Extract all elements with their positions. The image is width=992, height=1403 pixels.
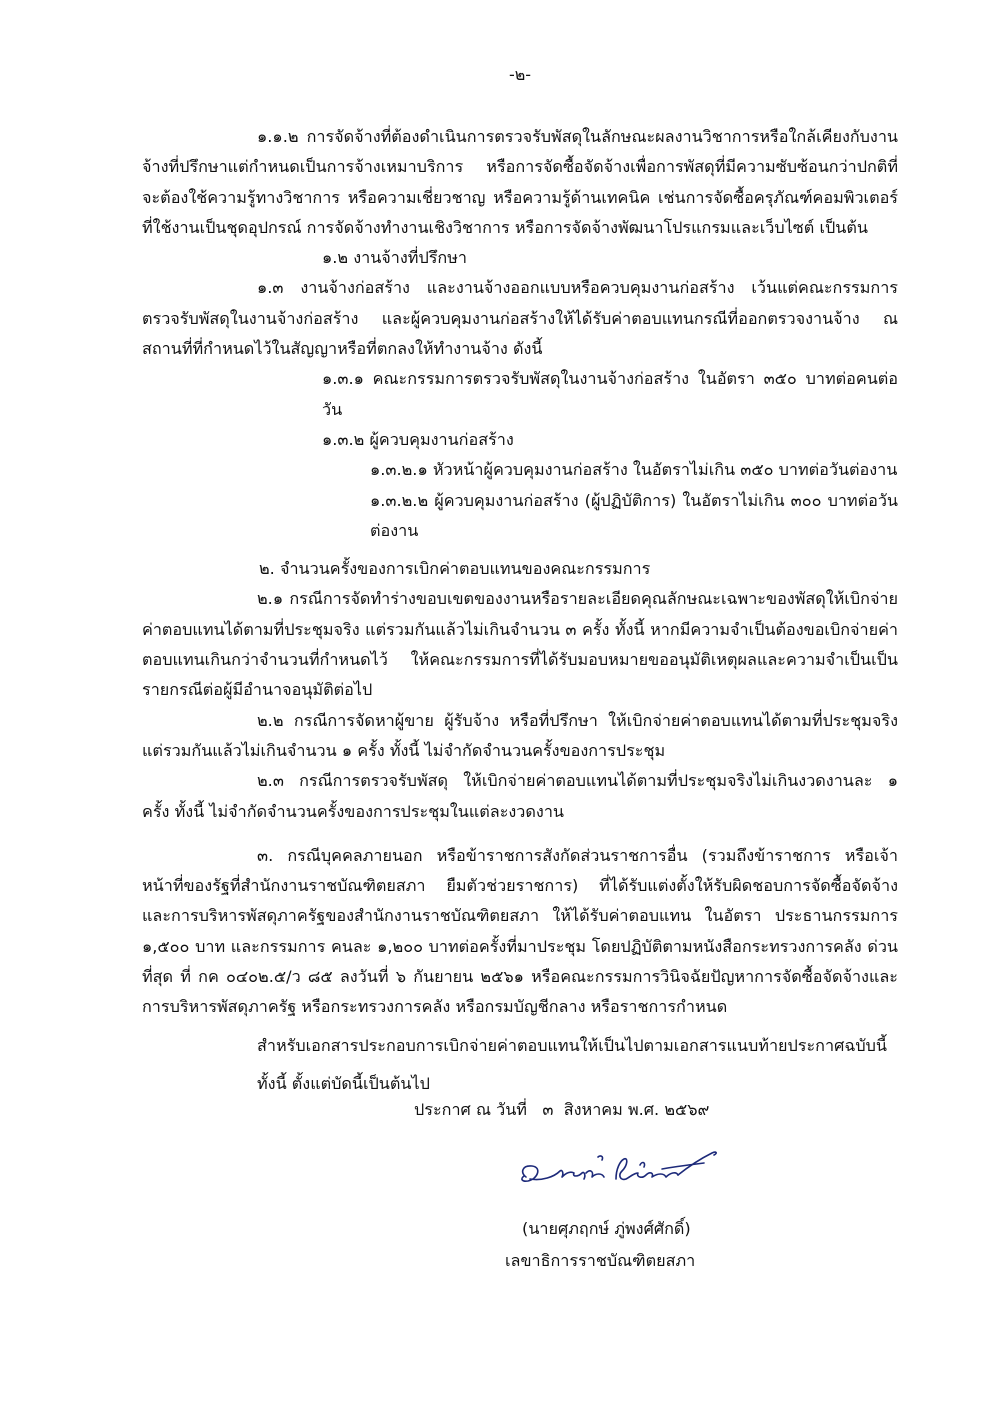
- paragraph-1-3-2: ๑.๓.๒ ผู้ควบคุมงานก่อสร้าง: [322, 429, 514, 449]
- paragraph-1-3-2-2: ๑.๓.๒.๒ ผู้ควบคุมงานก่อสร้าง (ผู้ปฏิบัติการ) ในอัตราไม่เกิน ๓๐๐ บาทต่อวันต่องาน: [370, 490, 898, 540]
- announcement-date: ประกาศ ณ วันที่ ๓ สิงหาคม พ.ศ. ๒๕๖๙: [414, 1100, 710, 1119]
- paragraph-effective-date: ทั้งนี้ ตั้งแต่บัดนี้เป็นต้นไป: [257, 1073, 430, 1093]
- paragraph-2: ๒. จำนวนครั้งของการเบิกค่าตอบแทนของคณะกรรมการ: [259, 559, 651, 579]
- signer-name: (นายศุภฤกษ์ ภู่พงศ์ศักดิ์): [522, 1219, 691, 1238]
- document-body: [142, 122, 898, 1099]
- signer-title: เลขาธิการราชบัณฑิตยสภา: [505, 1251, 696, 1270]
- paragraph-2-2: ๒.๒ กรณีการจัดหาผู้ขาย ผู้รับจ้าง หรือที่ปรึกษา ให้เบิกจ่ายค่าตอบแทนได้ตามที่ประชุมจริงแต่รวมกันแล้วไม่เกินจำนวน ๑ ครั้ง ทั้งนี้ ไม่จำกัดจำนวนครั้งของการประชุม: [142, 710, 898, 760]
- paragraph-1-1-2: ๑.๑.๒ การจัดจ้างที่ต้องดำเนินการตรวจรับพัสดุในลักษณะผลงานวิชาการหรือใกล้เคียงกับงานจ้างที่ปรึกษาแต่กำหนดเป็นการจ้างเหมาบริการ หรือการจัดซื้อจัดจ้างเพื่อการพัสดุที่มีความซับซ้อนกว่าปกติที่จะต้องใช้ความรู้ทางวิชาการ หรือความเชี่ยวชาญ หรือความรู้ด้านเทคนิค เช่นการจัดซื้อครุภัณฑ์คอมพิวเตอร์ที่ใช้งานเป็นชุดอุปกรณ์ การจัดจ้างทำงานเชิงวิชาการ หรือการจัดจ้างพัฒนาโปรแกรมและเว็บไซต์ เป็นต้น: [142, 127, 898, 237]
- paragraph-1-2: ๑.๒ งานจ้างที่ปรึกษา: [322, 248, 467, 268]
- paragraph-1-3-2-1: ๑.๓.๒.๑ หัวหน้าผู้ควบคุมงานก่อสร้าง ในอัตราไม่เกิน ๓๕๐ บาทต่อวันต่องาน: [370, 460, 898, 480]
- paragraph-1-3: ๑.๓ งานจ้างก่อสร้าง และงานจ้างออกแบบหรือควบคุมงานก่อสร้าง เว้นแต่คณะกรรมการตรวจรับพัสดุในงานจ้างก่อสร้าง และผู้ควบคุมงานก่อสร้างให้ได้รับค่าตอบแทนกรณีที่ออกตรวจงานจ้าง ณ สถานที่ที่กำหนดไว้ในสัญญาหรือที่ตกลงให้ทำงานจ้าง ดังนี้: [142, 278, 898, 359]
- paragraph-1-3-1: ๑.๓.๑ คณะกรรมการตรวจรับพัสดุในงานจ้างก่อสร้าง ในอัตรา ๓๕๐ บาทต่อคนต่อวัน: [322, 369, 898, 419]
- signature-image: [512, 1143, 727, 1201]
- paragraph-attachment-note: สำหรับเอกสารประกอบการเบิกจ่ายค่าตอบแทนให้เป็นไปตามเอกสารแนบท้ายประกาศฉบับนี้: [257, 1035, 887, 1055]
- page-number: -๒-: [508, 65, 532, 84]
- paragraph-2-1: ๒.๑ กรณีการจัดทำร่างขอบเขตของงานหรือรายละเอียดคุณลักษณะเฉพาะของพัสดุให้เบิกจ่ายค่าตอบแทนได้ตามที่ประชุมจริง แต่รวมกันแล้วไม่เกินจำนวน ๓ ครั้ง ทั้งนี้ หากมีความจำเป็นต้องขอเบิกจ่ายค่าตอบแทนเกินกว่าจำนวนที่กำหนดไว้ ให้คณะกรรมการที่ได้รับมอบหมายขออนุมัติเหตุผลและความจำเป็นเป็นรายกรณีต่อผู้มีอำนาจอนุมัติต่อไป: [142, 589, 898, 700]
- paragraph-3: ๓. กรณีบุคคลภายนอก หรือข้าราชการสังกัดส่วนราชการอื่น (รวมถึงข้าราชการ หรือเจ้าหน้าที่ของรัฐที่สำนักงานราชบัณฑิตยสภา ยืมตัวช่วยราชการ) ที่ได้รับแต่งตั้งให้รับผิดชอบการจัดซื้อจัดจ้าง และการบริหารพัสดุภาครัฐของสำนักงานราชบัณฑิตยสภา ให้ได้รับค่าตอบแทน ในอัตรา ประธานกรรมการ ๑,๕๐๐ บาท และกรรมการ คนละ ๑,๒๐๐ บาทต่อครั้งที่มาประชุม โดยปฏิบัติตามหนังสือกระทรวงการคลัง ด่วนที่สุด ที่ กค ๐๔๐๒.๕/ว ๘๕ ลงวันที่ ๖ กันยายน ๒๕๖๑ หรือคณะกรรมการวินิจฉัยปัญหาการจัดซื้อจัดจ้างและการบริหารพัสดุภาครัฐ หรือกระทรวงการคลัง หรือกรมบัญชีกลาง หรือราชการกำหนด: [142, 845, 898, 1017]
- paragraph-2-3: ๒.๓ กรณีการตรวจรับพัสดุ ให้เบิกจ่ายค่าตอบแทนได้ตามที่ประชุมจริงไม่เกินงวดงานละ ๑ ครั้ง ทั้งนี้ ไม่จำกัดจำนวนครั้งของการประชุมในแต่ละงวดงาน: [142, 771, 898, 821]
